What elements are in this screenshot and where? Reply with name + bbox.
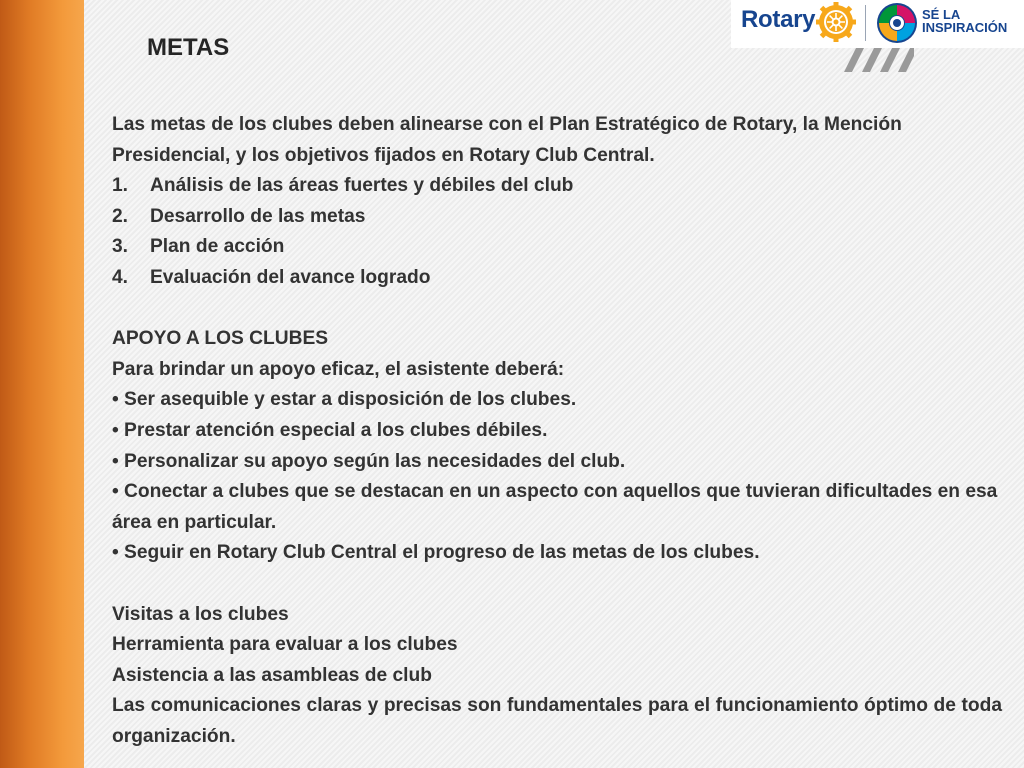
bullet-item: • Prestar atención especial a los clubes débiles. (112, 419, 548, 441)
visitas-line: Herramienta para evaluar a los clubes (112, 634, 458, 656)
diagonal-stripes-decoration (834, 48, 914, 72)
rotary-wordmark: Rotary (741, 6, 816, 33)
spacer (112, 569, 1002, 600)
visitas-line: Asistencia a las asambleas de club (112, 664, 432, 686)
slide-body (112, 110, 1002, 752)
theme-line-1: SÉ LA (922, 7, 961, 22)
rotary-wheel-icon (816, 2, 856, 42)
list-item: 1. Análisis de las áreas fuertes y débiles del club (112, 175, 574, 197)
visitas-line: Visitas a los clubes (112, 603, 289, 625)
list-item: 3. Plan de acción (112, 236, 285, 258)
theme-wordmark (922, 8, 1007, 34)
bullet-item: • Ser asequible y estar a disposición de los clubes. (112, 389, 577, 411)
closing-paragraph: Las comunicaciones claras y precisas son fundamentales para el funcionamiento óptimo de toda organización. (112, 695, 1002, 747)
list-item: 4. Evaluación del avance logrado (112, 266, 431, 288)
left-accent-bar (0, 0, 84, 768)
theme-line-2: INSPIRACIÓN (922, 20, 1008, 35)
list-item: 2. Desarrollo de las metas (112, 205, 366, 227)
bullet-item: • Seguir en Rotary Club Central el progreso de las metas de los clubes. (112, 542, 760, 564)
apoyo-intro: Para brindar un apoyo eficaz, el asistente deberá: (112, 358, 565, 380)
theme-logo-icon (875, 1, 919, 45)
metas-intro: Las metas de los clubes deben alinearse con el Plan Estratégico de Rotary, la Mención Presidencial, y los objetivos fijados en Rotary Club Central. (112, 114, 902, 166)
logo-divider (865, 5, 866, 41)
spacer (112, 294, 1002, 325)
bullet-item: • Conectar a clubes que se destacan en un aspecto con aquellos que tuvieran dificultades en esa área en particular. (112, 481, 998, 533)
bullet-item: • Personalizar su apoyo según las necesidades del club. (112, 450, 626, 472)
page-title: METAS (147, 34, 230, 61)
apoyo-heading: APOYO A LOS CLUBES (112, 328, 329, 350)
metas-steps-list (112, 171, 1002, 293)
